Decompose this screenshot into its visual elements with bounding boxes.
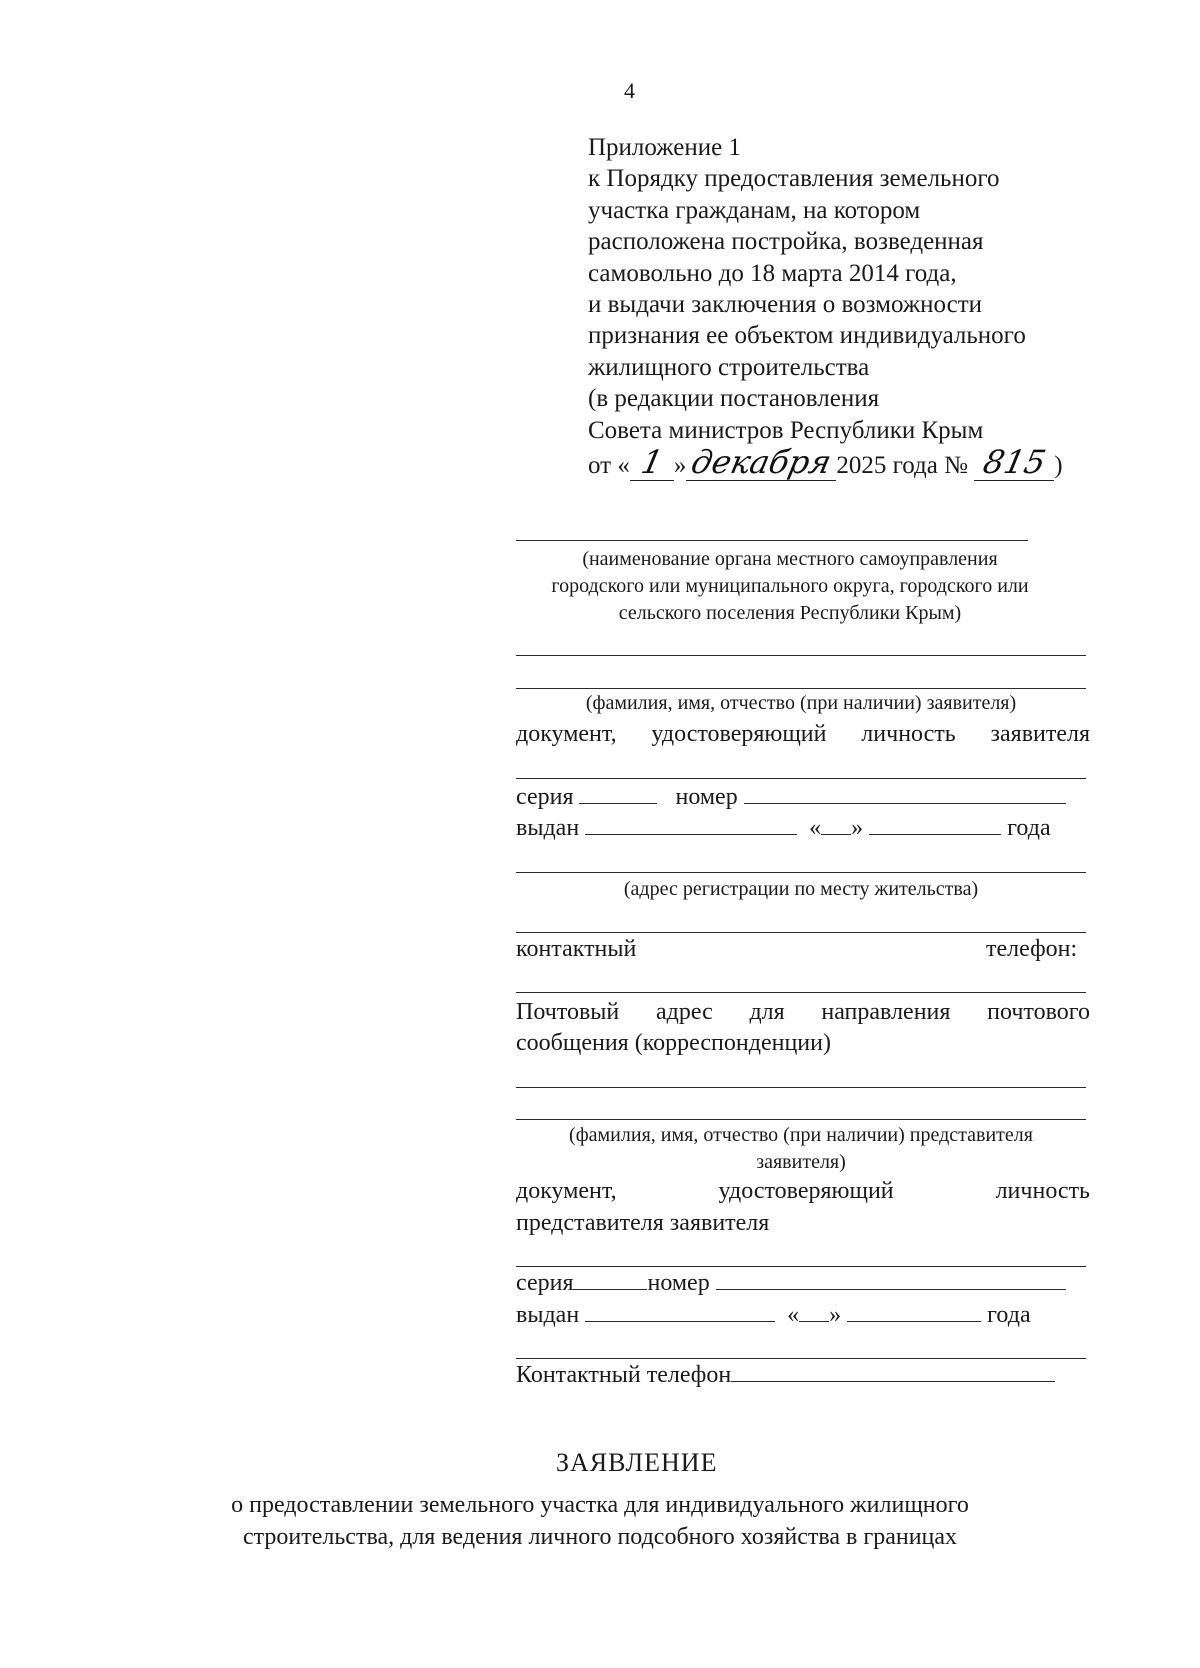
month-field <box>686 443 836 482</box>
word: документ, <box>516 1178 617 1204</box>
number-label: номер <box>675 784 738 810</box>
annex-line: к Порядку предоставления земельного <box>588 165 1000 193</box>
applicant-name-line-2[interactable] <box>516 688 1086 689</box>
word: удостоверяющий <box>718 1178 894 1204</box>
series-field[interactable] <box>579 783 657 804</box>
year-label: года <box>1007 815 1051 841</box>
series-label: серия <box>516 1270 574 1296</box>
contact-phone-label: Контактный телефон <box>516 1362 732 1388</box>
rep-issued-row <box>516 1300 1031 1330</box>
annex-line: расположена постройка, возведенная <box>588 228 984 256</box>
statement-subtitle-line-1: о предоставлении земельного участка для индивидуального жилищного <box>231 1492 969 1518</box>
word: личность <box>995 1178 1090 1204</box>
year-text: 2025 года № <box>836 452 968 480</box>
annex-line: Приложение 1 <box>588 134 741 161</box>
rep-document-label <box>516 1175 1090 1207</box>
date-mid: » <box>673 452 687 480</box>
word: удостоверяющий <box>651 721 827 747</box>
handwritten-number: 815 <box>979 443 1049 482</box>
statement-subtitle-line-2: строительства, для ведения личного подсобного хозяйства в границах <box>242 1524 958 1550</box>
postal-address-line-1[interactable] <box>516 1087 1086 1088</box>
id-document-label <box>516 718 1090 750</box>
rep-issued-month-field[interactable] <box>847 1301 981 1322</box>
address-caption: (адрес регистрации по месту жительства) <box>623 878 979 900</box>
quote-open: « <box>787 1302 800 1328</box>
annex-line: жилищного строительства <box>588 353 870 381</box>
day-field <box>630 443 674 482</box>
series-label: серия <box>516 784 574 810</box>
word: адрес <box>655 999 713 1025</box>
issued-by-field[interactable] <box>585 814 797 835</box>
postal-address-label-2: сообщения (корреспонденции) <box>516 1030 831 1056</box>
caption-line: заявителя) <box>756 1151 846 1173</box>
date-suffix: ) <box>1054 452 1063 480</box>
rep-extra-line[interactable] <box>516 1358 1086 1359</box>
address-line[interactable] <box>516 872 1086 873</box>
rep-issued-by-field[interactable] <box>585 1301 775 1322</box>
date-prefix: от « <box>588 452 630 480</box>
rep-contact-phone-field[interactable] <box>731 1361 1055 1382</box>
quote-open: « <box>809 815 822 841</box>
resolution-number-field <box>974 443 1054 482</box>
authority-caption <box>500 546 1080 627</box>
word: почтового <box>987 999 1091 1025</box>
annex-line: Совета министров Республики Крым <box>588 416 984 444</box>
caption-line: (фамилия, имя, отчество (при наличии) представителя <box>569 1124 1033 1146</box>
word: для <box>749 999 785 1025</box>
word: Почтовый <box>516 999 620 1025</box>
rep-number-field[interactable] <box>716 1269 1066 1290</box>
rep-issued-day-field[interactable] <box>799 1301 829 1322</box>
page-number: 4 <box>624 78 635 103</box>
issued-label: выдан <box>516 815 580 841</box>
contact-word: контактный <box>516 936 637 962</box>
caption-line: (наименование органа местного самоуправления <box>582 548 998 570</box>
rep-series-number-row <box>516 1268 1066 1298</box>
resolution-date-line <box>588 443 1063 482</box>
authority-name-line[interactable] <box>516 540 1028 541</box>
rep-document-label-2: представителя заявителя <box>516 1210 770 1236</box>
rep-document-line[interactable] <box>516 1266 1086 1267</box>
postal-address-line-2[interactable] <box>516 1119 1086 1120</box>
phone-word: телефон: <box>986 936 1078 962</box>
statement-title: ЗАЯВЛЕНИЕ <box>556 1448 718 1477</box>
annex-header <box>588 132 1063 481</box>
series-number-row <box>516 782 1066 812</box>
word: направления <box>821 999 951 1025</box>
applicant-name-line-1[interactable] <box>516 655 1086 656</box>
caption-line: сельского поселения Республики Крым) <box>618 602 962 624</box>
annex-line: и выдачи заключения о возможности <box>588 291 983 319</box>
annex-line: признания ее объектом индивидуального <box>588 322 1026 350</box>
issued-label: выдан <box>516 1302 580 1328</box>
representative-caption <box>516 1122 1086 1176</box>
rep-contact-phone-row <box>516 1360 1055 1390</box>
annex-line: участка гражданам, на котором <box>588 196 921 224</box>
handwritten-month: декабря <box>688 443 835 482</box>
address-line-2[interactable] <box>516 932 1086 933</box>
word: документ, <box>516 721 617 747</box>
quote-close: » <box>851 815 864 841</box>
number-field[interactable] <box>744 783 1066 804</box>
annex-line: самовольно до 18 марта 2014 года, <box>588 259 957 287</box>
word: заявителя <box>990 721 1091 747</box>
number-label: номер <box>647 1270 710 1296</box>
issued-row <box>516 813 1051 843</box>
postal-address-label <box>516 996 1090 1028</box>
handwritten-day: 1 <box>637 443 667 482</box>
contact-phone-line[interactable] <box>516 992 1086 993</box>
annex-line: (в редакции постановления <box>588 385 880 413</box>
caption-line: городского или муниципального округа, городского или <box>551 575 1029 597</box>
quote-close: » <box>829 1302 842 1328</box>
applicant-name-caption: (фамилия, имя, отчество (при наличии) заявителя) <box>585 692 1017 714</box>
rep-series-field[interactable] <box>573 1269 647 1290</box>
year-label: года <box>987 1302 1031 1328</box>
id-document-line[interactable] <box>516 778 1086 779</box>
issued-month-field[interactable] <box>869 814 1001 835</box>
word: личность <box>861 721 956 747</box>
issued-day-field[interactable] <box>821 814 851 835</box>
